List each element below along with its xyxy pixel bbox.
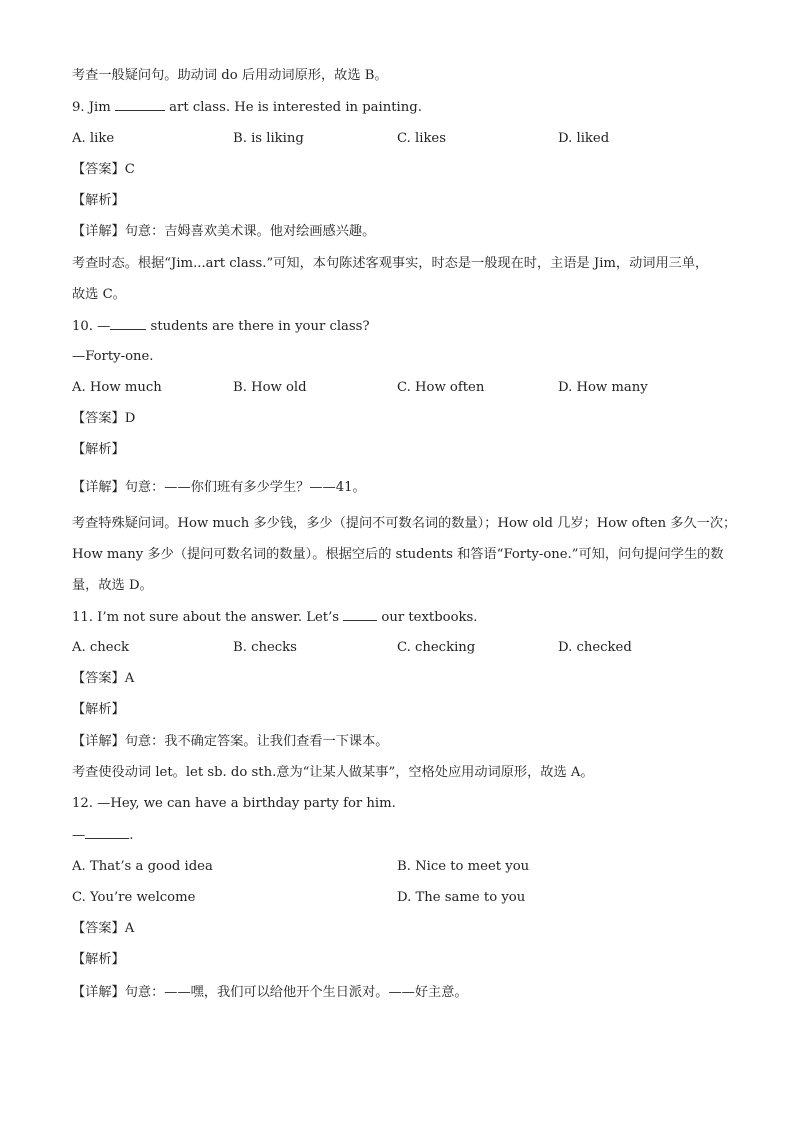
detail-text: 句意：吉姆喜欢美术课。他对绘画感兴趣。 xyxy=(124,224,376,239)
answer-value: A xyxy=(124,921,135,936)
q12-option-b: B. Nice to meet you xyxy=(397,859,530,874)
q10-option-d: D. How many xyxy=(558,380,648,395)
q11-option-d: D. checked xyxy=(558,640,632,655)
question-10 xyxy=(72,317,370,336)
q12-option-a: A. That’s a good idea xyxy=(72,859,213,874)
q12-detail xyxy=(72,984,468,1002)
question-11-suffix: our textbooks. xyxy=(377,610,478,625)
question-11-prefix: 11. I’m not sure about the answer. Let’s xyxy=(72,610,344,625)
q9-option-a: A. like xyxy=(72,131,115,146)
analysis-label: 【解析】 xyxy=(72,952,125,967)
q10-option-a: A. How much xyxy=(72,380,162,395)
detail-label: 【详解】 xyxy=(72,734,125,749)
q9-analysis xyxy=(72,192,125,210)
q12-answer xyxy=(72,920,134,938)
q10-analysis xyxy=(72,441,125,459)
reply-dash: — xyxy=(72,828,86,843)
q10-detail xyxy=(72,479,366,497)
answer-value: A xyxy=(124,671,135,686)
question-12-reply xyxy=(72,826,133,845)
answer-label: 【答案】 xyxy=(72,671,125,686)
q10-explanation-1: 考查特殊疑问词。How much 多少钱，多少（提问不可数名词的数量）；How old 几岁；How often 多久一次； xyxy=(72,516,737,531)
answer-blank xyxy=(343,608,377,621)
question-11 xyxy=(72,608,477,627)
q12-option-d: D. The same to you xyxy=(397,890,526,905)
q11-analysis xyxy=(72,701,125,719)
question-10-suffix: students are there in your class? xyxy=(146,319,370,334)
detail-text: 句意：——嘿，我们可以给他开个生日派对。——好主意。 xyxy=(124,985,468,1000)
q12-option-c: C. You’re welcome xyxy=(72,890,196,905)
q9-explanation-2: 故选 C。 xyxy=(72,287,126,302)
q11-answer xyxy=(72,670,134,688)
q11-explanation-1: 考查使役动词 let。let sb. do sth.意为“让某人做某事”，空格处应用动词原形，故选 A。 xyxy=(72,765,594,780)
q11-option-a: A. check xyxy=(72,640,129,655)
q9-answer xyxy=(72,161,135,179)
q11-detail xyxy=(72,733,389,751)
answer-label: 【答案】 xyxy=(72,162,125,177)
q9-option-c: C. likes xyxy=(397,131,447,146)
q9-explanation-1: 考查时态。根据“Jim...art class.”可知，本句陈述客观事实，时态是一般现在时，主语是 Jim，动词用三单， xyxy=(72,256,709,271)
question-9-suffix: art class. He is interested in painting. xyxy=(164,100,422,115)
answer-blank xyxy=(115,98,165,111)
answer-label: 【答案】 xyxy=(72,921,125,936)
detail-label: 【详解】 xyxy=(72,480,125,495)
question-9-prefix: 9. Jim xyxy=(72,100,115,115)
detail-text: 句意：——你们班有多少学生？——41。 xyxy=(124,480,366,495)
answer-value: D xyxy=(124,411,136,426)
q11-option-b: B. checks xyxy=(233,640,297,655)
q9-detail xyxy=(72,223,375,241)
answer-blank xyxy=(85,826,129,839)
answer-blank xyxy=(110,317,146,330)
analysis-label: 【解析】 xyxy=(72,702,125,717)
q11-option-c: C. checking xyxy=(397,640,476,655)
analysis-label: 【解析】 xyxy=(72,442,125,457)
reply-period: . xyxy=(129,828,134,843)
q10-explanation-3: 量，故选 D。 xyxy=(72,578,153,593)
question-12: 12. —Hey, we can have a birthday party for him. xyxy=(72,796,396,811)
q10-option-c: C. How often xyxy=(397,380,485,395)
answer-label: 【答案】 xyxy=(72,411,125,426)
question-10-prefix: 10. — xyxy=(72,319,111,334)
intro-explanation: 考查一般疑问句。助动词 do 后用动词原形，故选 B。 xyxy=(72,68,388,83)
question-10-reply: —Forty-one. xyxy=(72,349,154,364)
answer-value: C xyxy=(124,162,135,177)
detail-label: 【详解】 xyxy=(72,224,125,239)
analysis-label: 【解析】 xyxy=(72,193,125,208)
q9-option-b: B. is liking xyxy=(233,131,304,146)
q10-explanation-2: How many 多少（提问可数名词的数量）。根据空后的 students 和答语“Forty-one.”可知，问句提问学生的数 xyxy=(72,547,724,562)
detail-label: 【详解】 xyxy=(72,985,125,1000)
q12-analysis xyxy=(72,951,125,969)
detail-text: 句意：我不确定答案。让我们查看一下课本。 xyxy=(124,734,389,749)
question-9 xyxy=(72,98,422,117)
q10-option-b: B. How old xyxy=(233,380,307,395)
q10-answer xyxy=(72,410,135,428)
q9-option-d: D. liked xyxy=(558,131,610,146)
